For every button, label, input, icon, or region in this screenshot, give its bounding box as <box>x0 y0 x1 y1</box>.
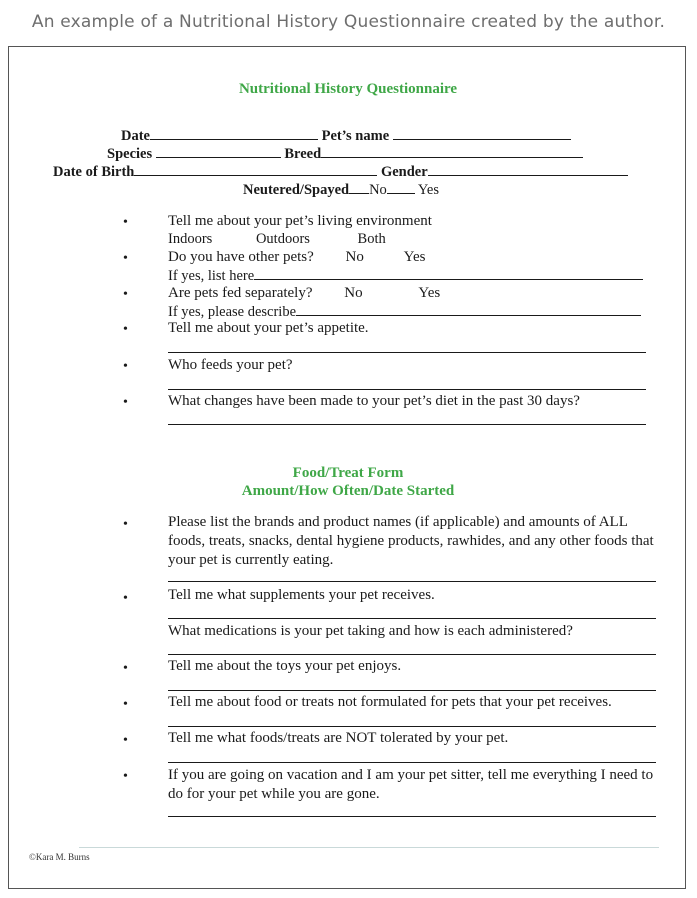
supplements-question: Tell me what supplements your pet receives. <box>168 587 435 603</box>
species-row <box>107 145 583 163</box>
not-tolerated-answer-line[interactable] <box>168 762 656 763</box>
neutered-yes: Yes <box>417 182 440 198</box>
living-env-options <box>168 231 386 248</box>
describe-label: If yes, please describe <box>168 304 297 320</box>
bullet: • <box>123 697 128 712</box>
species-field[interactable] <box>156 145 281 158</box>
bullet: • <box>123 661 128 676</box>
toys-answer-line[interactable] <box>168 690 656 691</box>
describe-field[interactable] <box>296 303 641 316</box>
medications-question: What medications is your pet taking and how is each administered? <box>168 623 573 639</box>
dob-row <box>53 163 628 181</box>
brands-question: Please list the brands and product names (if applicable) and amounts of ALL foods, treats, snacks, dental hygiene products, rawhides, and any other foods that your pet is currently eating. <box>168 514 654 568</box>
date-row <box>121 127 571 145</box>
food-form-subtitle: Amount/How Often/Date Started <box>241 483 455 499</box>
appetite-answer-line[interactable] <box>168 352 646 353</box>
neutered-no-blank[interactable] <box>349 181 369 194</box>
neutered-label: Neutered/Spayed <box>243 182 350 198</box>
species-label: Species <box>107 146 153 162</box>
not-formulated-answer-line[interactable] <box>168 726 656 727</box>
bullet: • <box>123 517 128 532</box>
neutered-yes-blank[interactable] <box>387 181 415 194</box>
fed-separately-question: Are pets fed separately? <box>168 285 313 301</box>
option-outdoors[interactable]: Outdoors <box>255 231 310 247</box>
bullet: • <box>123 769 128 784</box>
gender-label: Gender <box>380 164 428 180</box>
who-feeds-answer-line[interactable] <box>168 389 646 390</box>
pet-name-field[interactable] <box>393 127 571 140</box>
diet-changes-answer-line[interactable] <box>168 424 646 425</box>
neutered-row <box>243 181 439 199</box>
neutered-no: No <box>369 182 387 198</box>
form-title: Nutritional History Questionnaire <box>238 81 458 97</box>
food-form-title: Food/Treat Form <box>292 465 404 481</box>
bullet: • <box>123 359 128 374</box>
fed-separately-row <box>168 285 440 302</box>
bullet: • <box>123 287 128 302</box>
option-both[interactable]: Both <box>357 231 386 247</box>
toys-question: Tell me about the toys your pet enjoys. <box>168 658 402 674</box>
other-pets-yes[interactable]: Yes <box>403 249 426 265</box>
describe-row <box>168 303 641 321</box>
pet-name-label: Pet’s name <box>321 128 390 144</box>
bullet: • <box>123 322 128 337</box>
bullet: • <box>123 733 128 748</box>
brands-answer-line[interactable] <box>168 581 656 582</box>
vacation-question: If you are going on vacation and I am your pet sitter, tell me everything I need to do for your pet while you are gone. <box>168 767 654 802</box>
breed-label: Breed <box>284 146 322 162</box>
medications-answer-line[interactable] <box>168 654 656 655</box>
other-pets-question: Do you have other pets? <box>168 249 314 265</box>
bullet: • <box>123 591 128 606</box>
other-pets-row <box>168 249 425 266</box>
living-env-question: Tell me about your pet’s living environment <box>168 213 432 229</box>
who-feeds-question: Who feeds your pet? <box>168 357 293 373</box>
fed-separately-yes[interactable]: Yes <box>418 285 441 301</box>
date-label: Date <box>121 128 150 144</box>
footer-divider <box>79 847 659 848</box>
option-indoors[interactable]: Indoors <box>168 231 213 247</box>
list-here-field[interactable] <box>254 267 643 280</box>
supplements-answer-line[interactable] <box>168 618 656 619</box>
figure-caption: An example of a Nutritional History Questionnaire created by the author. <box>31 12 666 32</box>
vacation-answer-line[interactable] <box>168 816 656 817</box>
list-here-label: If yes, list here <box>168 268 255 284</box>
copyright: ©Kara M. Burns <box>29 852 90 862</box>
breed-field[interactable] <box>321 145 583 158</box>
bullet: • <box>123 251 128 266</box>
date-field[interactable] <box>150 127 318 140</box>
dob-label: Date of Birth <box>53 164 135 180</box>
gender-field[interactable] <box>428 163 628 176</box>
not-tolerated-question: Tell me what foods/treats are NOT tolerated by your pet. <box>168 730 509 746</box>
dob-field[interactable] <box>134 163 377 176</box>
appetite-question: Tell me about your pet’s appetite. <box>168 320 369 336</box>
not-formulated-question: Tell me about food or treats not formulated for pets that your pet receives. <box>168 694 612 710</box>
fed-separately-no[interactable]: No <box>344 285 363 301</box>
bullet: • <box>123 395 128 410</box>
other-pets-no[interactable]: No <box>345 249 364 265</box>
diet-changes-question: What changes have been made to your pet’s diet in the past 30 days? <box>168 393 580 409</box>
list-here-row <box>168 267 643 285</box>
questionnaire-page <box>8 46 686 889</box>
bullet: • <box>123 215 128 230</box>
